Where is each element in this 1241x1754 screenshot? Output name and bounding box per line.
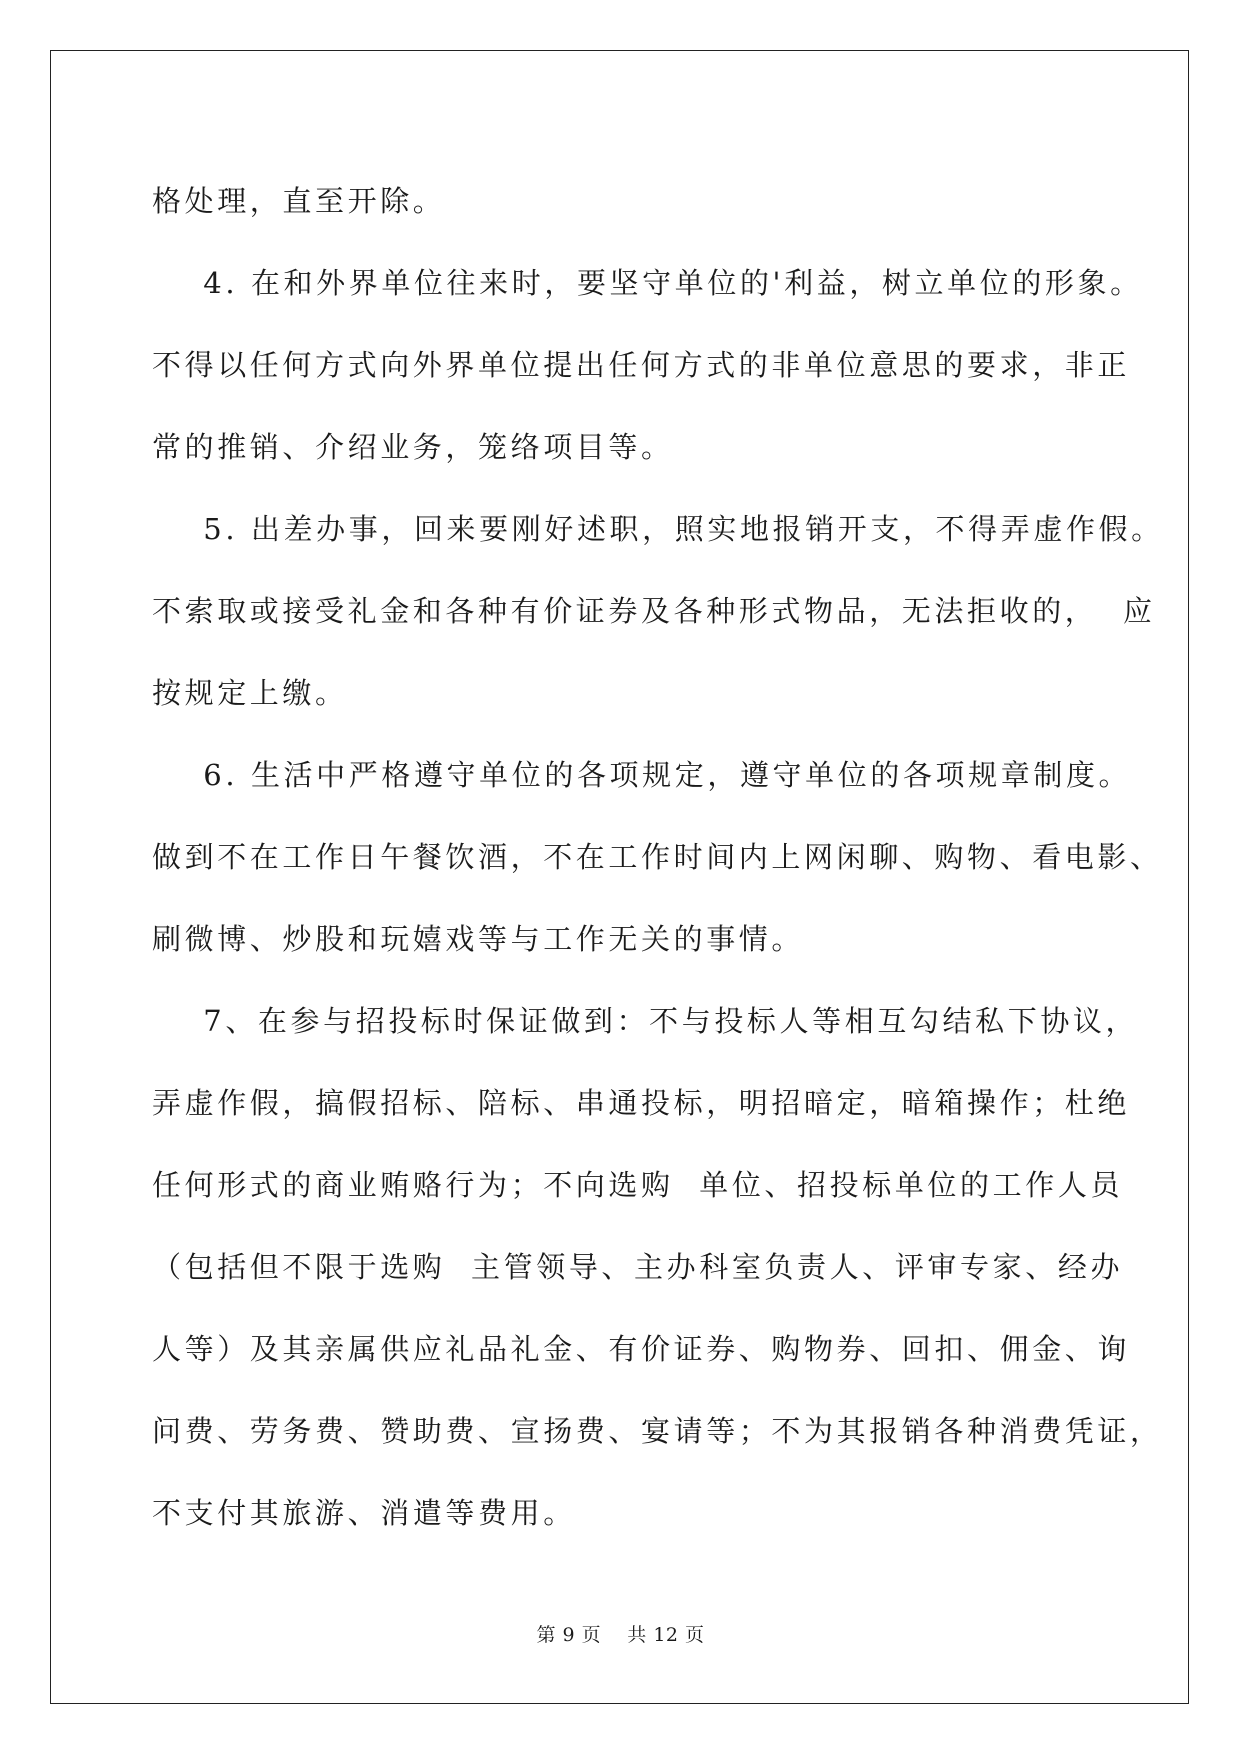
- text-line: 4. 在和外界单位往来时，要坚守单位的'利益，树立单位的形象。: [152, 266, 1143, 300]
- text-line: 5. 出差办事，回来要刚好述职，照实地报销开支，不得弄虚作假。: [152, 512, 1164, 546]
- text-line: 6. 生活中严格遵守单位的各项规定，遵守单位的各项规章制度。: [152, 758, 1132, 792]
- document-body: [152, 160, 1164, 1554]
- text-line: 刷微博、炒股和玩嬉戏等与工作无关的事情。: [152, 922, 805, 956]
- text-line: 不索取或接受礼金和各种有价证券及各种形式物品，无法拒收的， 应: [152, 594, 1156, 628]
- text-line: 弄虚作假，搞假招标、陪标、串通投标，明招暗定，暗箱操作；杜绝: [152, 1086, 1131, 1120]
- text-line: 人等）及其亲属供应礼品礼金、有价证券、购物券、回扣、佣金、询: [152, 1332, 1131, 1366]
- text-line: 常的推销、介绍业务，笼络项目等。: [152, 430, 674, 464]
- text-line: 不支付其旅游、消遣等费用。: [152, 1496, 576, 1530]
- text-line: 按规定上缴。: [152, 676, 348, 710]
- text-line: 问费、劳务费、赞助费、宣扬费、宴请等；不为其报销各种消费凭证，: [152, 1414, 1163, 1448]
- page-number-footer: 第 9 页 共 12 页: [536, 1624, 705, 1646]
- text-line: （包括但不限于选购 主管领导、主办科室负责人、评审专家、经办: [152, 1250, 1124, 1284]
- text-line: 不得以任何方式向外界单位提出任何方式的非单位意思的要求，非正: [152, 348, 1131, 382]
- text-line: 格处理，直至开除。: [152, 184, 446, 218]
- text-line: 做到不在工作日午餐饮酒，不在工作时间内上网闲聊、购物、看电影、: [152, 840, 1163, 874]
- text-line: 7、在参与招投标时保证做到：不与投标人等相互勾结私下协议，: [152, 1004, 1139, 1038]
- text-line: 任何形式的商业贿赂行为；不向选购 单位、招投标单位的工作人员: [152, 1168, 1124, 1202]
